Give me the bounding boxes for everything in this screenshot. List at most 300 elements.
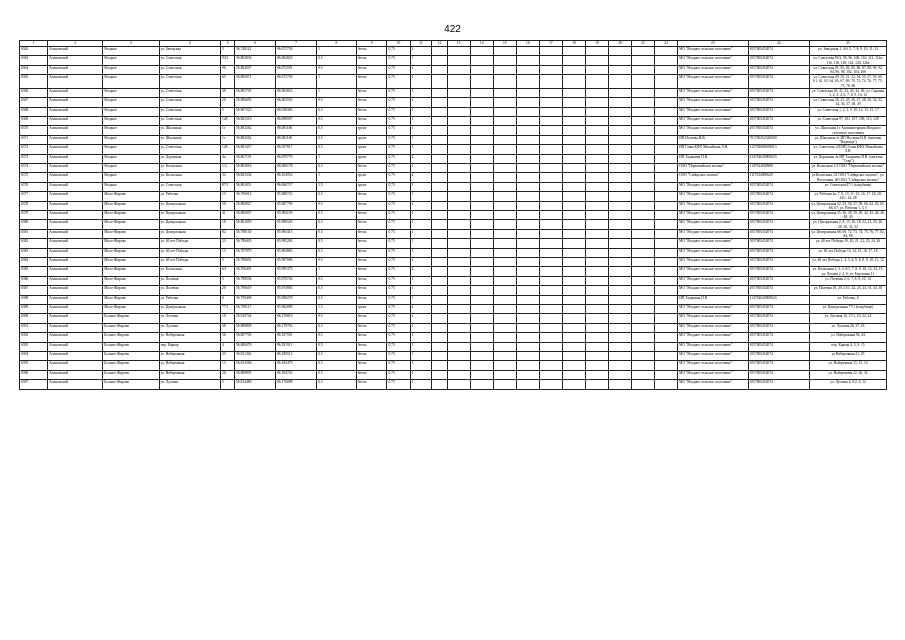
cell-empty <box>470 351 493 360</box>
cell-empty <box>432 323 447 332</box>
cell-addr: ул. Луговая 16, 17/1, 19, 22, 24 <box>810 314 887 323</box>
cell-empty <box>585 229 608 238</box>
cell-count: 1 <box>410 135 432 144</box>
column-header: 3 <box>103 41 159 47</box>
cell-count: 1 <box>410 88 432 97</box>
cell-surface: бетон <box>356 65 387 74</box>
cell-empty <box>608 258 631 267</box>
cell-empty <box>655 173 678 182</box>
table-row <box>20 164 887 173</box>
cell-street: ул. Дорожная <box>159 154 220 163</box>
cell-count: 1 <box>410 342 432 351</box>
cell-empty <box>470 182 493 191</box>
cell-empty <box>608 342 631 351</box>
cell-count: 2 <box>410 47 432 56</box>
cell-empty <box>493 333 516 342</box>
table-row <box>20 145 887 154</box>
cell-empty <box>585 211 608 220</box>
cell-empty <box>632 135 655 144</box>
cell-org: МО "Ягодное сельское поселение" <box>678 182 748 191</box>
cell-locality: Больше-Жирово <box>103 380 159 389</box>
cell-n: 6394 <box>20 351 48 360</box>
cell-lat: 56.808905 <box>235 370 276 379</box>
cell-street: ул. Полевая <box>159 286 220 295</box>
cell-count: 1 <box>410 126 432 135</box>
cell-locality: Мало-Жирово <box>103 305 159 314</box>
cell-empty <box>539 258 562 267</box>
cell-empty <box>432 107 447 116</box>
table-row <box>20 239 887 248</box>
cell-empty <box>516 56 539 65</box>
cell-surface: бетон <box>356 164 387 173</box>
cell-empty <box>539 239 562 248</box>
cell-street: ул. Советская <box>159 145 220 154</box>
column-header: 13 <box>447 41 470 47</box>
cell-surface: бетон <box>356 314 387 323</box>
cell-area: 0.75 <box>387 75 410 89</box>
cell-count: 1 <box>410 380 432 389</box>
cell-empty <box>585 342 608 351</box>
cell-empty <box>562 98 585 107</box>
cell-empty <box>470 276 493 285</box>
cell-empty <box>516 314 539 323</box>
cell-empty <box>562 342 585 351</box>
cell-empty <box>562 107 585 116</box>
cell-empty <box>516 305 539 314</box>
cell-empty <box>447 351 470 360</box>
cell-area: 0.75 <box>387 239 410 248</box>
cell-vol: 0.5 <box>317 370 357 379</box>
cell-vol: 1.5 <box>317 182 357 191</box>
cell-empty <box>447 267 470 276</box>
column-header: 4 <box>159 41 220 47</box>
cell-empty <box>493 47 516 56</box>
cell-empty <box>493 145 516 154</box>
cell-empty <box>655 145 678 154</box>
cell-count: 1 <box>410 276 432 285</box>
cell-area: 0.75 <box>387 258 410 267</box>
table-row <box>20 201 887 210</box>
cell-inn: 701700252320000 <box>748 135 809 144</box>
cell-empty <box>608 164 631 173</box>
cell-area: 0.75 <box>387 173 410 182</box>
cell-surface: грунт <box>356 126 387 135</box>
cell-street: ул. Колхозная <box>159 173 220 182</box>
cell-empty <box>470 107 493 116</box>
cell-empty <box>655 126 678 135</box>
cell-house: 25 <box>221 351 235 360</box>
cell-empty <box>632 88 655 97</box>
cell-empty <box>585 323 608 332</box>
cell-lon: 86.182479 <box>276 361 317 370</box>
cell-org: МО "Ягодное сельское поселение" <box>678 107 748 116</box>
cell-district: Асиновский <box>48 342 103 351</box>
cell-area: 0.75 <box>387 135 410 144</box>
cell-org: МО "Ягодное сельское поселение" <box>678 47 748 56</box>
cell-addr: ул. Полевая 2, 6, 7, 8, 9, 10, 14 <box>810 276 887 285</box>
cell-empty <box>447 305 470 314</box>
cell-empty <box>447 286 470 295</box>
cell-lat: 56.800927 <box>235 201 276 210</box>
cell-empty <box>432 220 447 229</box>
cell-vol: 0.5 <box>317 98 357 107</box>
column-header: 10 <box>387 41 410 47</box>
cell-locality: Ягодное <box>103 182 159 191</box>
cell-n: 6369 <box>20 117 48 126</box>
column-header: 16 <box>516 41 539 47</box>
cell-lon: 86.060178 <box>276 164 317 173</box>
cell-empty <box>470 305 493 314</box>
cell-addr: ул. Школьная 1г ИП Носкова И.В. (магазин "Надежда") <box>810 135 887 144</box>
cell-empty <box>539 135 562 144</box>
table-row <box>20 117 887 126</box>
cell-empty <box>539 286 562 295</box>
cell-empty <box>516 107 539 116</box>
cell-n: 6365 <box>20 75 48 89</box>
table-row <box>20 276 887 285</box>
cell-addr: ул. 40 лет Победы 13, 14, 15, 16, 17, 18 <box>810 248 887 257</box>
cell-locality: Мало-Жирово <box>103 211 159 220</box>
cell-empty <box>516 211 539 220</box>
cell-lat: 56.802851 <box>235 182 276 191</box>
cell-street: ул. Советская <box>159 107 220 116</box>
cell-empty <box>493 295 516 304</box>
cell-vol: 1 <box>317 154 357 163</box>
cell-lat: 56.814366 <box>235 361 276 370</box>
cell-lat: 56.808478 <box>235 342 276 351</box>
cell-street: ул. Советская <box>159 75 220 89</box>
cell-count: 2 <box>410 173 432 182</box>
cell-lat: 56.800007 <box>235 211 276 220</box>
cell-vol: 0.5 <box>317 164 357 173</box>
cell-empty <box>539 211 562 220</box>
cell-empty <box>470 342 493 351</box>
cell-addr: пер. Карьер 4, 5, 9, 15 <box>810 342 887 351</box>
cell-street: ул. Полевая <box>159 276 220 285</box>
cell-empty <box>470 333 493 342</box>
cell-vol: 0.5 <box>317 126 357 135</box>
cell-empty <box>585 135 608 144</box>
cell-empty <box>608 56 631 65</box>
cell-area: 0.75 <box>387 380 410 389</box>
cell-empty <box>562 370 585 379</box>
cell-empty <box>655 47 678 56</box>
cell-house: 56 <box>221 333 235 342</box>
cell-empty <box>516 220 539 229</box>
cell-inn: 1057005452074 <box>748 107 809 116</box>
cell-empty <box>539 380 562 389</box>
cell-n: 6393 <box>20 342 48 351</box>
cell-addr: ул. Дорожная 4а ИП Тадыкина П.В. (магазин "Стар") <box>810 154 887 163</box>
cell-house: 15 <box>221 192 235 201</box>
cell-empty <box>432 361 447 370</box>
cell-empty <box>608 370 631 379</box>
cell-street: ул. Советская <box>159 117 220 126</box>
cell-lon: 86.176810 <box>276 314 317 323</box>
cell-lon: 86.184743 <box>276 370 317 379</box>
table-row <box>20 267 887 276</box>
cell-lat: 56.798594 <box>235 276 276 285</box>
cell-area: 0.75 <box>387 248 410 257</box>
cell-empty <box>447 126 470 135</box>
cell-empty <box>632 211 655 220</box>
cell-area: 0.75 <box>387 295 410 304</box>
cell-locality: Мало-Жирово <box>103 295 159 304</box>
cell-empty <box>562 145 585 154</box>
cell-empty <box>632 65 655 74</box>
cell-count: 1 <box>410 370 432 379</box>
cell-district: Асиновский <box>48 154 103 163</box>
cell-n: 6381 <box>20 229 48 238</box>
cell-empty <box>493 314 516 323</box>
cell-empty <box>608 135 631 144</box>
cell-count: 2 <box>410 154 432 163</box>
cell-count: 1 <box>410 229 432 238</box>
cell-locality: Ягодное <box>103 47 159 56</box>
cell-empty <box>447 107 470 116</box>
cell-inn: 1057005452074 <box>748 98 809 107</box>
column-header: 24 <box>748 41 809 47</box>
cell-empty <box>585 239 608 248</box>
cell-empty <box>432 267 447 276</box>
cell-house: 1г <box>221 126 235 135</box>
cell-org: МО "Ягодное сельское поселение" <box>678 333 748 342</box>
cell-district: Асиновский <box>48 98 103 107</box>
cell-empty <box>493 239 516 248</box>
cell-surface: грунт <box>356 173 387 182</box>
cell-area: 0.75 <box>387 126 410 135</box>
cell-empty <box>493 117 516 126</box>
cell-empty <box>608 88 631 97</box>
cell-street: ул. Рабочая <box>159 192 220 201</box>
cell-district: Асиновский <box>48 65 103 74</box>
column-header: 8 <box>317 41 357 47</box>
table-row <box>20 361 887 370</box>
cell-empty <box>539 295 562 304</box>
cell-locality: Мало-Жирово <box>103 248 159 257</box>
table-row <box>20 380 887 389</box>
cell-house: 1г <box>221 135 235 144</box>
cell-empty <box>539 333 562 342</box>
cell-n: 6397 <box>20 380 48 389</box>
cell-inn: 1057005452074 <box>748 361 809 370</box>
cell-locality: Ягодное <box>103 145 159 154</box>
cell-org: МО "Ягодное сельское поселение" <box>678 267 748 276</box>
cell-empty <box>539 164 562 173</box>
cell-lat: 56.803016 <box>235 164 276 173</box>
cell-lat: 56.799498 <box>235 295 276 304</box>
cell-org: МО "Ягодное сельское поселение" <box>678 351 748 360</box>
column-header: 9 <box>356 41 387 47</box>
cell-empty <box>493 182 516 191</box>
cell-empty <box>493 380 516 389</box>
cell-street: ул. Рабочая <box>159 295 220 304</box>
cell-area: 0.75 <box>387 370 410 379</box>
cell-empty <box>470 239 493 248</box>
cell-house: 4 <box>221 342 235 351</box>
cell-surface: бетон <box>356 323 387 332</box>
cell-empty <box>655 56 678 65</box>
cell-empty <box>432 342 447 351</box>
cell-house: 5 <box>221 380 235 389</box>
cell-empty <box>493 201 516 210</box>
cell-lon: 85.997086 <box>276 258 317 267</box>
cell-empty <box>608 276 631 285</box>
cell-count: 1 <box>410 239 432 248</box>
cell-inn: 1057005452074 <box>748 380 809 389</box>
cell-addr: ул. Луговая 4, 5/2, 6, 12 <box>810 380 887 389</box>
cell-house: 18 <box>221 220 235 229</box>
cell-count: 1 <box>410 258 432 267</box>
cell-district: Асиновский <box>48 145 103 154</box>
table-row <box>20 75 887 89</box>
cell-org: МО "Ягодное сельское поселение" <box>678 258 748 267</box>
cell-lat: 56.798405 <box>235 239 276 248</box>
cell-empty <box>655 211 678 220</box>
cell-org: МО "Ягодное сельское поселение" <box>678 370 748 379</box>
cell-empty <box>655 286 678 295</box>
cell-n: 6366 <box>20 88 48 97</box>
cell-inn: 1057005452074 <box>748 305 809 314</box>
cell-street: ул. Центральная <box>159 229 220 238</box>
cell-area: 0.75 <box>387 220 410 229</box>
cell-addr: ул. Набережная 22, 26, 32 <box>810 370 887 379</box>
cell-lon: 86.176098 <box>276 380 317 389</box>
cell-surface: бетон <box>356 239 387 248</box>
cell-street: ул. Набережная <box>159 370 220 379</box>
cell-empty <box>432 173 447 182</box>
cell-empty <box>447 201 470 210</box>
cell-empty <box>562 135 585 144</box>
cell-empty <box>516 370 539 379</box>
cell-empty <box>608 173 631 182</box>
table-row <box>20 305 887 314</box>
cell-area: 0.75 <box>387 117 410 126</box>
cell-empty <box>516 361 539 370</box>
cell-empty <box>447 295 470 304</box>
cell-empty <box>493 154 516 163</box>
cell-inn: 1057005452074 <box>748 323 809 332</box>
cell-surface: бетон <box>356 98 387 107</box>
cell-lon: 85.982089 <box>276 305 317 314</box>
cell-empty <box>632 126 655 135</box>
cell-org: МО "Ягодное сельское поселение" <box>678 229 748 238</box>
cell-empty <box>470 75 493 89</box>
cell-empty <box>655 182 678 191</box>
cell-empty <box>539 305 562 314</box>
column-header: 19 <box>585 41 608 47</box>
cell-empty <box>562 173 585 182</box>
cell-empty <box>585 145 608 154</box>
cell-org: МО "Ягодное сельское поселение" <box>678 88 748 97</box>
cell-empty <box>539 173 562 182</box>
cell-empty <box>585 182 608 191</box>
cell-empty <box>562 201 585 210</box>
cell-empty <box>608 107 631 116</box>
cell-empty <box>539 351 562 360</box>
cell-n: 6388 <box>20 295 48 304</box>
cell-empty <box>608 145 631 154</box>
cell-street: ул. Луговая <box>159 323 220 332</box>
cell-vol: 0.5 <box>317 229 357 238</box>
cell-n: 6379 <box>20 211 48 220</box>
cell-n: 6362 <box>20 47 48 56</box>
cell-lat: 56.803262 <box>235 126 276 135</box>
cell-district: Асиновский <box>48 248 103 257</box>
cell-vol: 0.5 <box>317 65 357 74</box>
table-row <box>20 56 887 65</box>
cell-inn: 1057005452074 <box>748 126 809 135</box>
cell-empty <box>447 164 470 173</box>
cell-house: 5 <box>221 258 235 267</box>
cell-locality: Мало-Жирово <box>103 267 159 276</box>
cell-lon: 85.998278 <box>276 295 317 304</box>
cell-empty <box>539 88 562 97</box>
cell-lon: 86.070770 <box>276 154 317 163</box>
cell-empty <box>470 323 493 332</box>
cell-empty <box>562 323 585 332</box>
cell-org: МО "Ягодное сельское поселение" <box>678 323 748 332</box>
cell-empty <box>432 239 447 248</box>
cell-n: 6372 <box>20 145 48 154</box>
cell-lat: 56.807191 <box>235 154 276 163</box>
cell-empty <box>562 258 585 267</box>
cell-addr: ул. Советская 97, 101, 107, 109, 115, 128 <box>810 117 887 126</box>
cell-street: ул. Школьная <box>159 135 220 144</box>
cell-lat: 56.807223 <box>235 107 276 116</box>
cell-empty <box>562 126 585 135</box>
table-row <box>20 370 887 379</box>
cell-empty <box>585 380 608 389</box>
cell-district: Асиновский <box>48 117 103 126</box>
cell-empty <box>655 135 678 144</box>
cell-house: 20 <box>221 286 235 295</box>
cell-n: 6377 <box>20 192 48 201</box>
cell-district: Асиновский <box>48 314 103 323</box>
cell-inn: 1057005452074 <box>748 88 809 97</box>
cell-locality: Больше-Жирово <box>103 342 159 351</box>
cell-empty <box>470 201 493 210</box>
cell-empty <box>539 229 562 238</box>
cell-empty <box>608 98 631 107</box>
data-table <box>19 40 887 390</box>
cell-locality: Ягодное <box>103 88 159 97</box>
cell-empty <box>608 220 631 229</box>
cell-empty <box>655 98 678 107</box>
cell-lon: 86.063592 <box>276 98 317 107</box>
cell-surface: бетон <box>356 295 387 304</box>
cell-street: ул. Луговая <box>159 380 220 389</box>
cell-inn: 1057005452074 <box>748 229 809 238</box>
cell-lon: 86.057817 <box>276 145 317 154</box>
cell-area: 0.75 <box>387 361 410 370</box>
cell-empty <box>470 173 493 182</box>
cell-empty <box>432 380 447 389</box>
cell-house: 5 <box>221 107 235 116</box>
cell-addr: ул. Рабочая, 6 <box>810 295 887 304</box>
cell-inn: 314702620900023 <box>748 295 809 304</box>
cell-vol: 0.5 <box>317 351 357 360</box>
cell-area: 0.75 <box>387 98 410 107</box>
cell-street: ул. 40 лет Победы <box>159 248 220 257</box>
cell-lon: 85.994159 <box>276 211 317 220</box>
cell-area: 0.75 <box>387 229 410 238</box>
cell-house: 15 <box>221 248 235 257</box>
cell-empty <box>608 248 631 257</box>
cell-area: 0.75 <box>387 286 410 295</box>
cell-inn: 1057005452074 <box>748 267 809 276</box>
cell-empty <box>493 276 516 285</box>
